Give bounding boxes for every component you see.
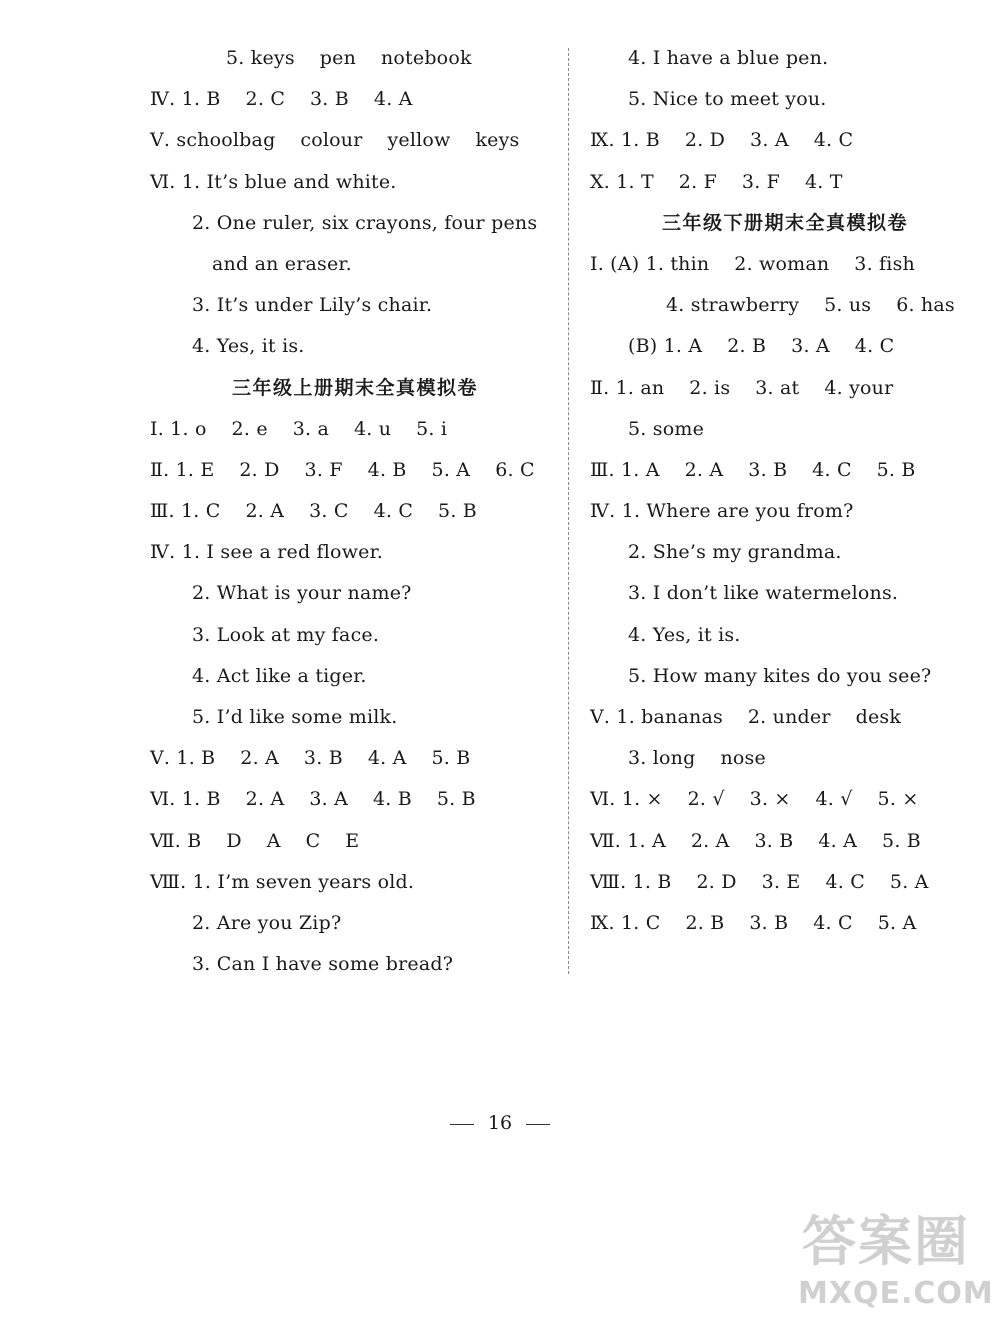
answer-line: Ⅳ. 1. I see a red flower. <box>150 541 384 564</box>
section-heading-grade3-second-term: 三年级下册期末全真模拟卷 <box>661 211 908 234</box>
answer-line: 3. long nose <box>628 747 766 770</box>
answer-line: Ⅷ. 1. I’m seven years old. <box>150 870 415 893</box>
answer-line: 5. Nice to meet you. <box>628 88 827 111</box>
answer-line: 3. It’s under Lily’s chair. <box>192 294 433 317</box>
answer-line: 2. What is your name? <box>192 582 412 605</box>
watermark-logo: 答案圈 <box>802 1210 970 1273</box>
answer-line: Ⅶ. B D A C E <box>150 829 360 852</box>
answer-line: Ⅳ. 1. Where are you from? <box>590 500 854 523</box>
answer-line: Ⅸ. 1. C 2. B 3. B 4. C 5. A <box>590 911 917 934</box>
answer-line: Ⅲ. 1. A 2. A 3. B 4. C 5. B <box>590 458 916 481</box>
answer-line: Ⅴ. 1. B 2. A 3. B 4. A 5. B <box>150 747 471 770</box>
column-divider <box>568 48 569 974</box>
answer-line: 2. She’s my grandma. <box>628 541 842 564</box>
answer-line: 3. Look at my face. <box>192 623 380 646</box>
footer-dash-left <box>450 1124 474 1125</box>
answer-line: 4. strawberry 5. us 6. has <box>666 294 955 317</box>
answer-line: Ⅴ. 1. bananas 2. under desk <box>590 706 902 728</box>
answer-line: Ⅱ. 1. an 2. is 3. at 4. your <box>590 376 894 399</box>
answer-line: Ⅵ. 1. It’s blue and white. <box>150 170 397 193</box>
answer-line: 2. Are you Zip? <box>192 911 342 934</box>
answer-line: 3. I don’t like watermelons. <box>628 582 899 605</box>
answer-line: Ⅰ. 1. o 2. e 3. a 4. u 5. i <box>150 417 448 440</box>
site-watermark <box>796 1195 994 1315</box>
footer-dash-right <box>526 1124 550 1125</box>
answer-line: 5. I’d like some milk. <box>192 706 398 728</box>
answer-line: 4. Act like a tiger. <box>192 664 367 687</box>
answer-line: Ⅱ. 1. E 2. D 3. F 4. B 5. A 6. C <box>150 458 535 481</box>
answer-line: Ⅴ. schoolbag colour yellow keys <box>150 129 520 152</box>
answer-line: 5. How many kites do you see? <box>628 664 932 687</box>
page-number: 16 <box>487 1112 513 1134</box>
answer-line: Ⅰ. (A) 1. thin 2. woman 3. fish <box>590 252 915 275</box>
answer-line: Ⅸ. 1. B 2. D 3. A 4. C <box>590 129 854 152</box>
answer-line: (B) 1. A 2. B 3. A 4. C <box>628 335 895 358</box>
answer-line: Ⅵ. 1. × 2. √ 3. × 4. √ 5. × <box>590 788 919 811</box>
page-footer <box>0 1112 1000 1134</box>
answer-line: 4. I have a blue pen. <box>628 47 829 69</box>
right-column <box>590 38 980 944</box>
answer-line: Ⅲ. 1. C 2. A 3. C 4. C 5. B <box>150 500 477 523</box>
answer-line: 5. keys pen notebook <box>226 47 472 69</box>
watermark-url: MXQE.COM <box>798 1276 994 1311</box>
answer-line: and an eraser. <box>212 252 352 275</box>
answer-line: Ⅶ. 1. A 2. A 3. B 4. A 5. B <box>590 829 921 852</box>
answer-line: Ⅹ. 1. T 2. F 3. F 4. T <box>590 170 843 193</box>
answer-line: 2. One ruler, six crayons, four pens <box>192 211 538 234</box>
answer-line: Ⅵ. 1. B 2. A 3. A 4. B 5. B <box>150 788 476 811</box>
section-heading-grade3-first-term: 三年级上册期末全真模拟卷 <box>231 376 478 399</box>
answer-line: Ⅳ. 1. B 2. C 3. B 4. A <box>150 88 413 111</box>
answer-line: 3. Can I have some bread? <box>192 953 454 976</box>
answer-line: Ⅷ. 1. B 2. D 3. E 4. C 5. A <box>590 870 929 893</box>
answer-line: 5. some <box>628 417 705 440</box>
left-column <box>150 38 560 985</box>
answer-line: 4. Yes, it is. <box>628 623 741 646</box>
answer-line: 4. Yes, it is. <box>192 335 305 358</box>
